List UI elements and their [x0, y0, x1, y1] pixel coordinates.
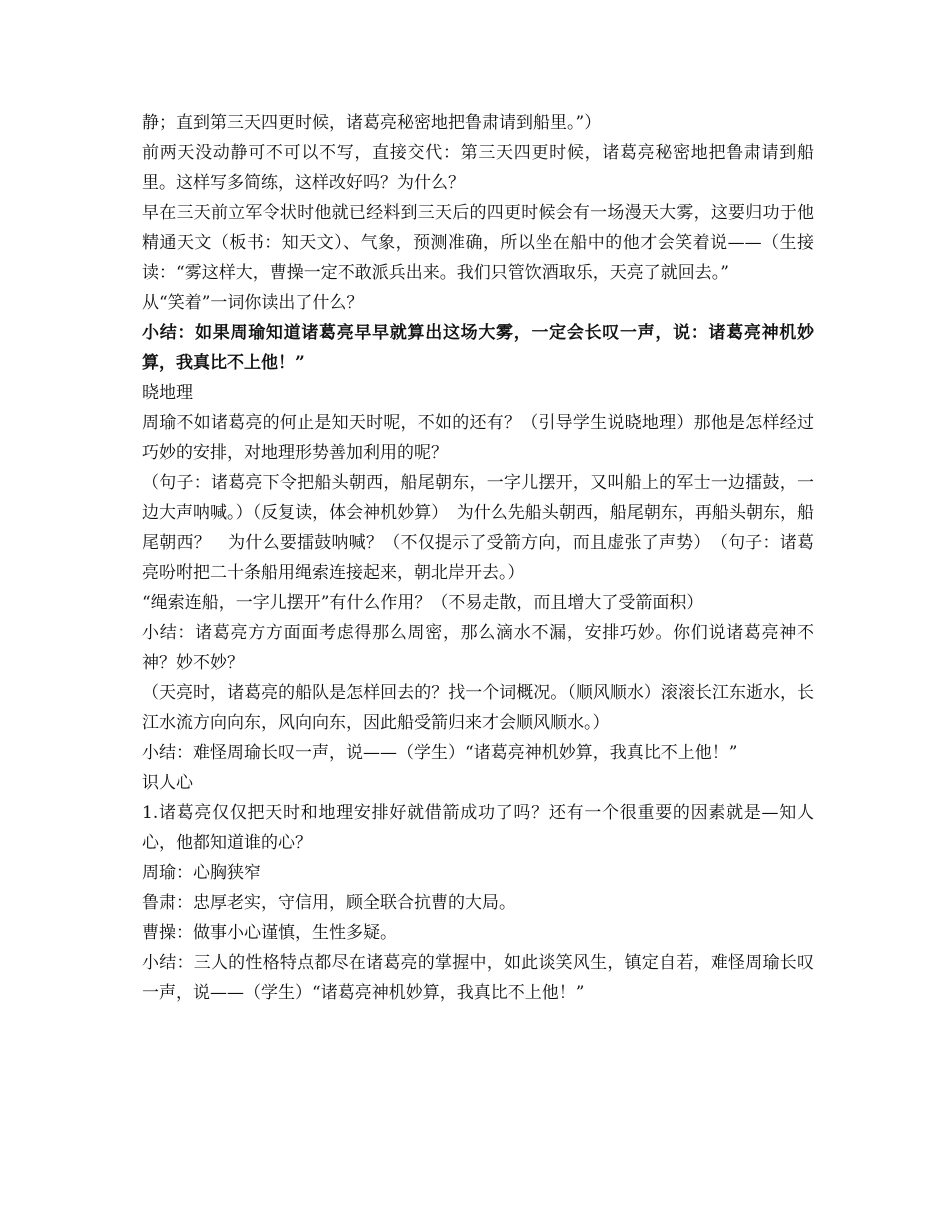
paragraph-7: 周瑜不如诸葛亮的何止是知天时呢，不如的还有？（引导学生说晓地理）那他是怎样经过巧妙的安排，对地理形势善加利用的呢？	[142, 413, 814, 463]
paragraph-18: 小结：三人的性格特点都尽在诸葛亮的掌握中，如此谈笑风生，镇定自若，难怪周瑜长叹一声，说——（学生）“诸葛亮神机妙算，我真比不上他！”	[142, 953, 814, 1003]
paragraph-2: 前两天没动静可不可以不写，直接交代：第三天四更时候，诸葛亮秘密地把鲁肃请到船里。这样写多简练，这样改好吗？为什么？	[142, 143, 814, 193]
document-page	[142, 108, 814, 1008]
paragraph-11: （天亮时，诸葛亮的船队是怎样回去的？找一个词概况。（顺风顺水）滚滚长江东逝水，长江水流方向向东，风向向东，因此船受箭归来才会顺风顺水。）	[142, 683, 814, 733]
paragraph-10: 小结：诸葛亮方方面面考虑得那么周密，那么滴水不漏，安排巧妙。你们说诸葛亮神不神？妙不妙？	[142, 623, 814, 673]
paragraph-17: 曹操：做事小心谨慎，生性多疑。	[142, 923, 397, 943]
paragraph-9: “绳索连船，一字儿摆开”有什么作用？（不易走散，而且增大了受箭面积）	[142, 593, 704, 613]
paragraph-4: 从“笑着”一词你读出了什么？	[142, 293, 364, 313]
summary-bold-1: 小结：如果周瑜知道诸葛亮早早就算出这场大雾，一定会长叹一声，说：诸葛亮神机妙算，我真比不上他！”	[142, 323, 814, 373]
section-heading-people: 识人心	[142, 773, 193, 793]
section-heading-geography: 晓地理	[142, 383, 193, 403]
paragraph-8: （句子：诸葛亮下令把船头朝西，船尾朝东，一字儿摆开，又叫船上的军士一边擂鼓，一边大声呐喊。）（反复读，体会神机妙算） 为什么先船头朝西，船尾朝东，再船头朝东，船尾朝西？ 为什么要擂鼓呐喊？（不仅提示了受箭方向，而且虚张了声势） （句子：诸葛亮吩咐把二十条船用绳索连接起来，朝北岸开去。）	[142, 473, 814, 583]
paragraph-14: 1.诸葛亮仅仅把天时和地理安排好就借箭成功了吗？还有一个很重要的因素就是—知人心，他都知道谁的心？	[142, 803, 814, 853]
paragraph-15: 周瑜：心胸狭窄	[142, 863, 261, 883]
paragraph-12: 小结：难怪周瑜长叹一声，说——（学生）“诸葛亮神机妙算，我真比不上他！”	[142, 743, 738, 763]
paragraph-3: 早在三天前立军令状时他就已经料到三天后的四更时候会有一场漫天大雾，这要归功于他精通天文（板书：知天文）、气象，预测准确，所以坐在船中的他才会笑着说——（生接读：“雾这样大，曹操一定不敢派兵出来。我们只管饮酒取乐，天亮了就回去。”	[142, 203, 814, 283]
paragraph-1: 静；直到第三天四更时候，诸葛亮秘密地把鲁肃请到船里。”）	[142, 113, 602, 133]
paragraph-16: 鲁肃：忠厚老实，守信用，顾全联合抗曹的大局。	[142, 893, 516, 913]
